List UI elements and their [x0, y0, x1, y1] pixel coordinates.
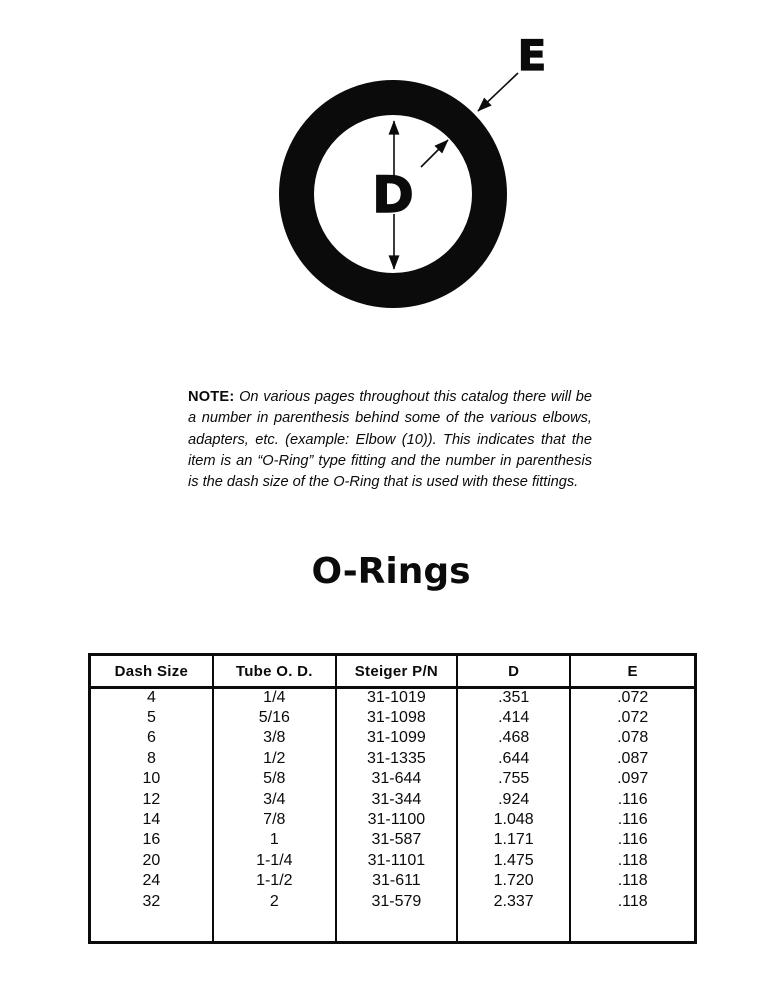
table-cell: .924 [457, 789, 570, 809]
table-cell: .118 [617, 872, 648, 890]
column-header-tube-od: Tube O. D. [213, 656, 336, 688]
table-cell: 8 [91, 749, 213, 769]
table-cell: 3/4 [213, 789, 336, 809]
table-cell: 6 [91, 728, 213, 748]
o-ring-diagram [0, 0, 772, 345]
table-cell: 12 [91, 789, 213, 809]
table-cell: 1.048 [457, 810, 570, 830]
table-cell: 31-1099 [336, 728, 457, 748]
table-cell: 14 [91, 810, 213, 830]
table-cell: 1/2 [213, 749, 336, 769]
table-header [91, 656, 694, 688]
table-cell: 1/4 [213, 688, 336, 708]
table-spacer-cell [336, 912, 457, 941]
e-thickness-arrow [421, 140, 448, 167]
table-cell: 31-1019 [336, 688, 457, 708]
note-prefix: NOTE: [188, 389, 235, 405]
table-cell: .116 [617, 831, 648, 849]
table-cell: .118 [617, 851, 648, 869]
table-cell: 31-344 [336, 789, 457, 809]
table-cell: .078 [617, 729, 649, 747]
o-ring-diagram-svg [0, 0, 772, 345]
table-cell: 31-644 [336, 769, 457, 789]
table-cell: 32 [91, 891, 213, 911]
column-header-d: D [457, 656, 570, 688]
note-body: On various pages throughout this catalog there will be a number in parenthesis behind some of the various elbows, adapters, etc. (example: Elbow (10)). This indicates that the item is an “O-Ring” type fitting and the number in parenthesis is the dash size of the O-Ring that is used with these fittings. [188, 389, 592, 491]
table-cell: 24 [91, 871, 213, 891]
table-cell: 1 [213, 830, 336, 850]
table-cell: 5/16 [213, 708, 336, 728]
table-cell: 2.337 [457, 891, 570, 911]
table-cell: 31-1100 [336, 810, 457, 830]
table-cell: .351 [457, 688, 570, 708]
table-cell: .755 [457, 769, 570, 789]
table-cell: .072 [617, 689, 649, 707]
table-cell: .072 [617, 709, 649, 727]
table-row [91, 708, 694, 728]
orings-table-grid [91, 656, 694, 941]
table-cell: 5/8 [213, 769, 336, 789]
note-block [188, 387, 592, 493]
table-cell: 10 [91, 769, 213, 789]
table-cell: 2 [213, 891, 336, 911]
column-header-dash-size: Dash Size [91, 656, 213, 688]
table-cell: 4 [91, 688, 213, 708]
table-spacer-cell [457, 912, 570, 941]
table-row [91, 728, 694, 748]
table-row [91, 749, 694, 769]
table-cell: .414 [457, 708, 570, 728]
table-body [91, 688, 694, 942]
table-cell: 31-579 [336, 891, 457, 911]
table-row [91, 830, 694, 850]
table-spacer-cell [91, 912, 213, 941]
table-cell: 1-1/4 [213, 851, 336, 871]
table-spacer-cell [213, 912, 336, 941]
column-header-e: E [570, 656, 694, 688]
table-cell: 31-1098 [336, 708, 457, 728]
table-cell: .468 [457, 728, 570, 748]
table-cell: .116 [617, 790, 648, 808]
table-row [91, 769, 694, 789]
table-cell: 1.720 [457, 871, 570, 891]
table-spacer-row [91, 912, 694, 941]
table-cell: 3/8 [213, 728, 336, 748]
table-cell: .087 [617, 749, 649, 767]
table-row [91, 871, 694, 891]
table-spacer-cell [570, 912, 694, 941]
table-cell: 1.475 [457, 851, 570, 871]
table-cell: 1-1/2 [213, 871, 336, 891]
table-cell: 1.171 [457, 830, 570, 850]
table-row [91, 688, 694, 708]
table-row [91, 810, 694, 830]
page-title: O-Rings [311, 551, 471, 592]
table-cell: .097 [617, 770, 649, 788]
table-cell: 20 [91, 851, 213, 871]
table-cell: 31-1335 [336, 749, 457, 769]
table-row [91, 891, 694, 911]
table-cell: .118 [617, 892, 648, 910]
table-cell: 5 [91, 708, 213, 728]
table-cell: .116 [617, 811, 648, 829]
table-row [91, 789, 694, 809]
table-cell: 31-611 [336, 871, 457, 891]
table-cell: .644 [457, 749, 570, 769]
table-cell: 16 [91, 830, 213, 850]
table-cell: 7/8 [213, 810, 336, 830]
e-leader-arrow [478, 73, 518, 111]
table-cell: 31-587 [336, 830, 457, 850]
table-header-row [91, 656, 694, 688]
e-label: E [517, 31, 547, 80]
d-label: D [372, 166, 414, 224]
orings-table [88, 653, 697, 944]
column-header-steiger-pn: Steiger P/N [336, 656, 457, 688]
table-row [91, 851, 694, 871]
table-cell: 31-1101 [336, 851, 457, 871]
